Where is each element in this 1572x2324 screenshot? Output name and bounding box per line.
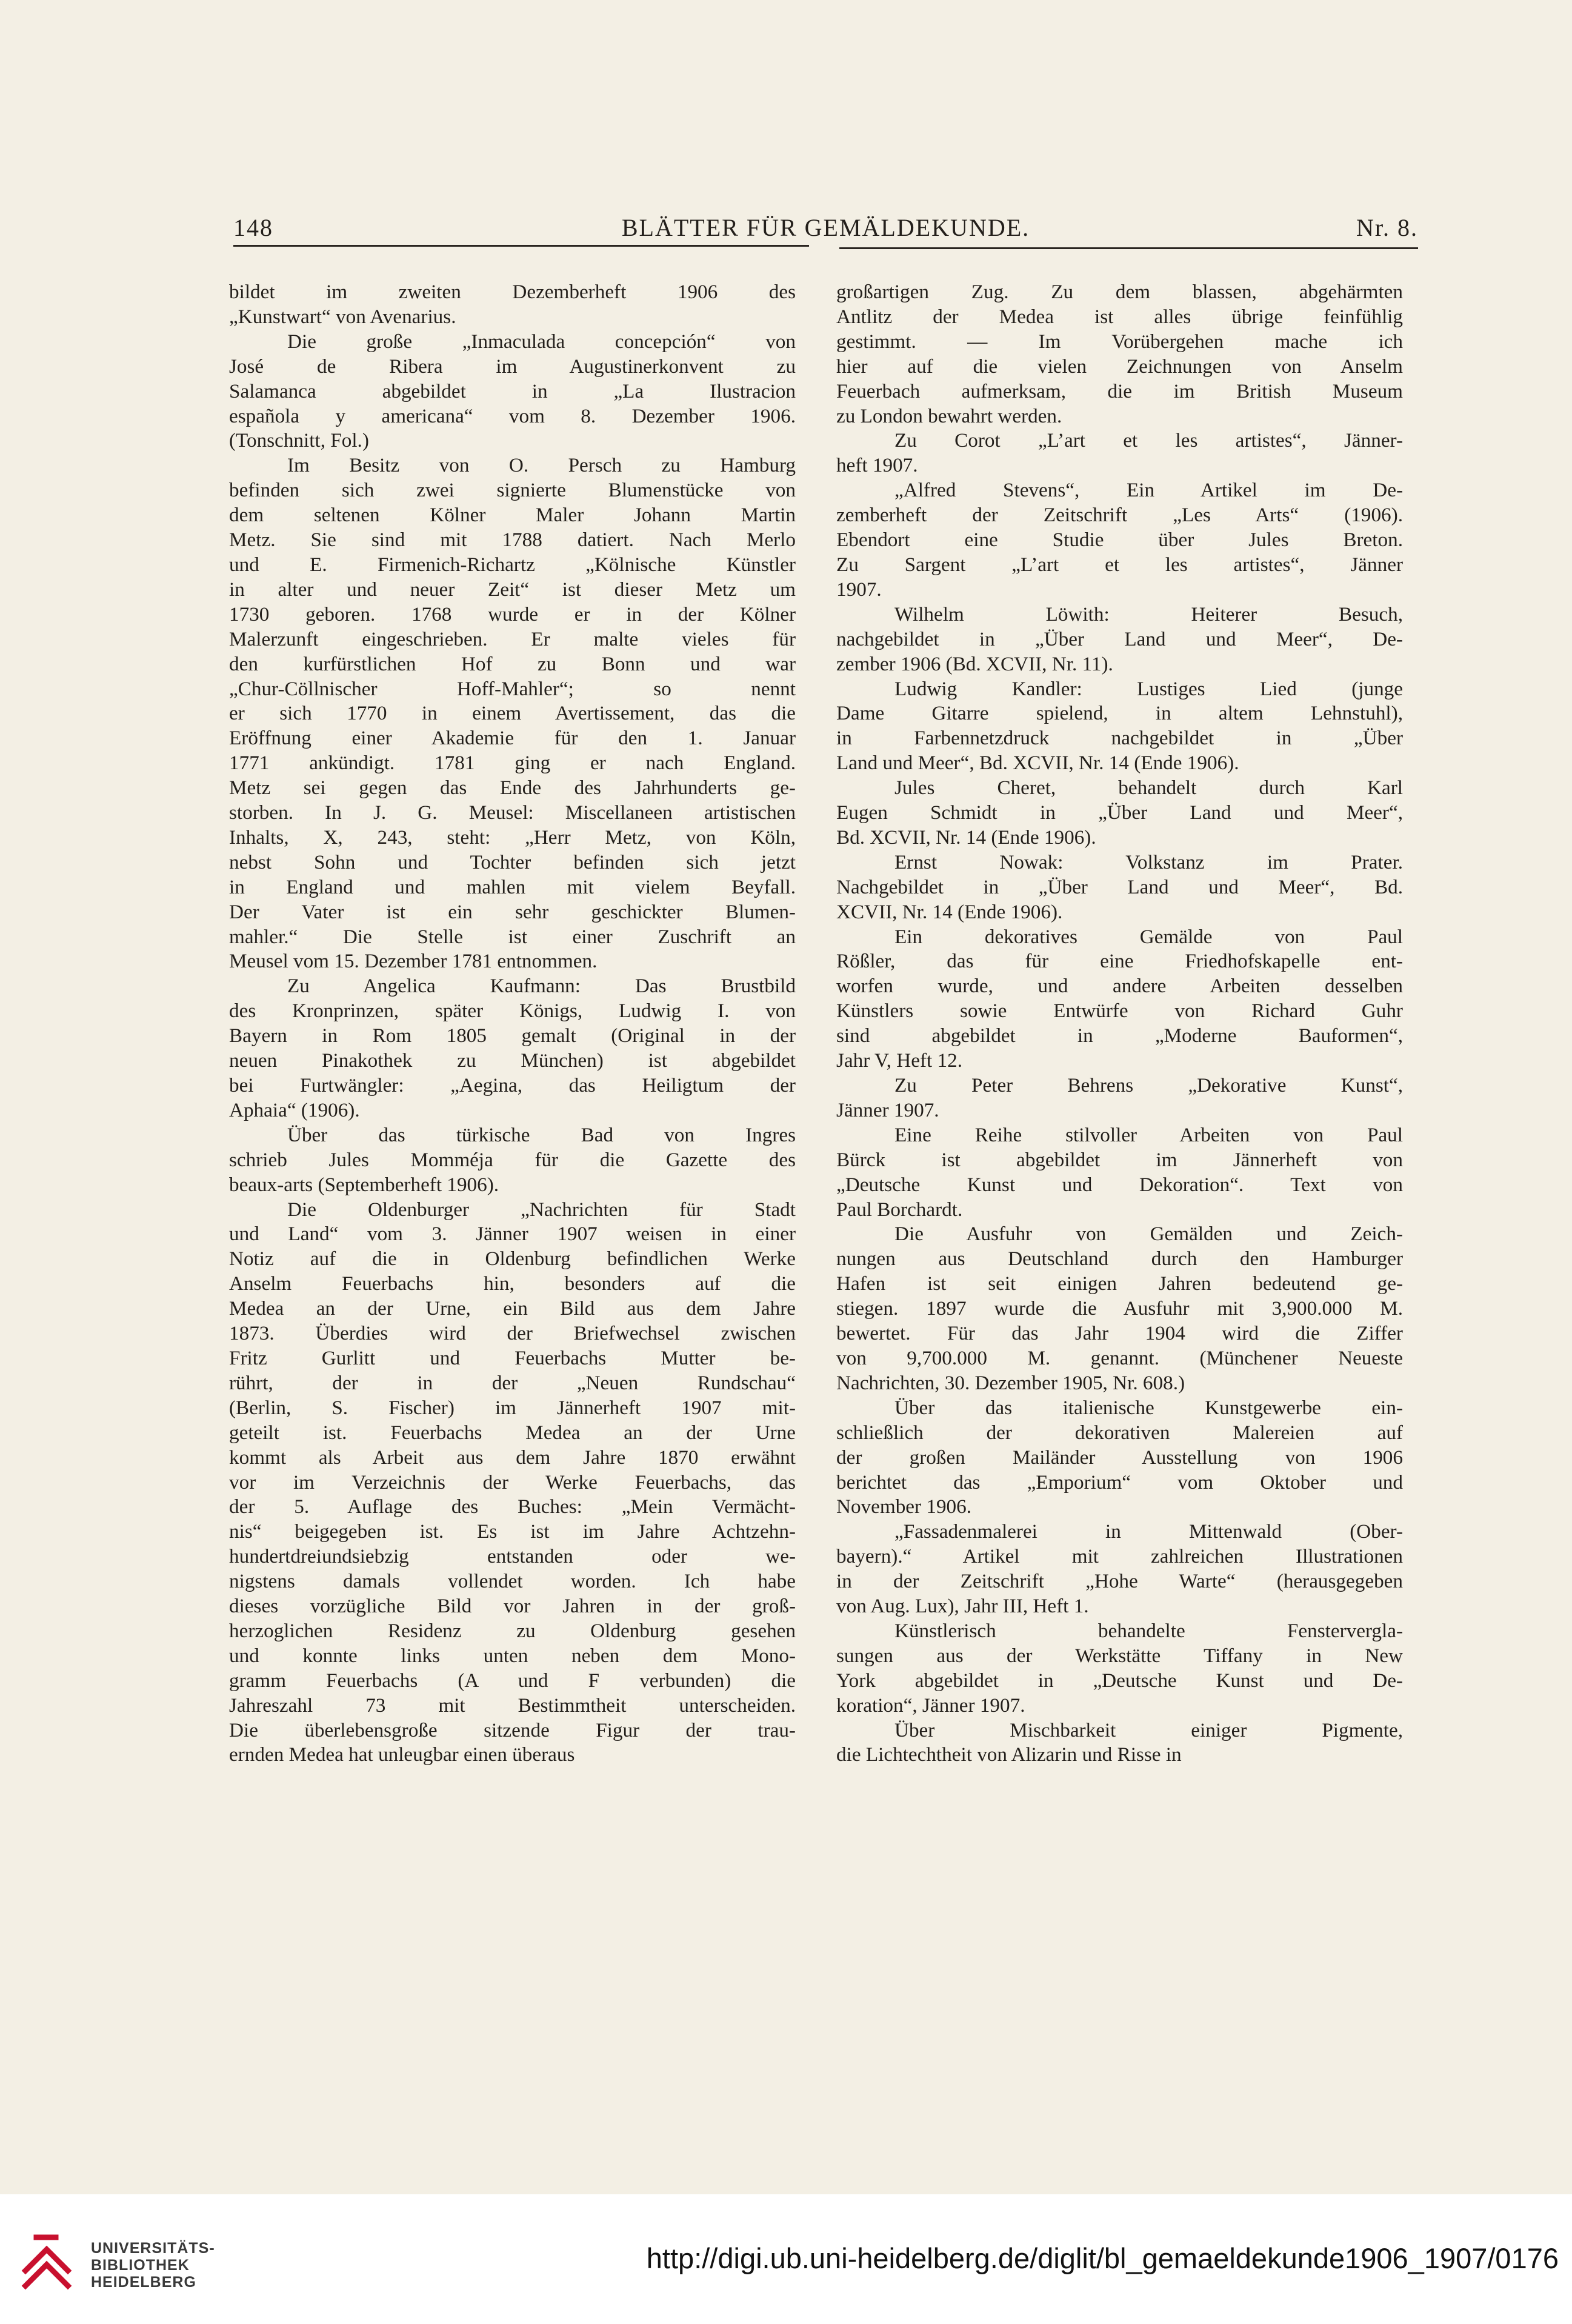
text-line: Ebendort eine Studie über Jules Breton. [836,529,1403,552]
text-line: vor im Verzeichnis der Werke Feuerbachs, das [229,1471,796,1494]
text-line: Ludwig Kandler: Lustiges Lied (junge [894,677,1403,700]
text-line: Salamanca abgebildet in „La Ilustracion [229,379,796,402]
header-rule-left [233,245,809,247]
text-line: dieses vorzügliche Bild vor Jahren in der groß- [229,1595,796,1618]
text-line: geteilt ist. Feuerbachs Medea an der Urne [229,1421,796,1444]
text-line: Die überlebensgroße sitzende Figur der trau- [229,1718,796,1741]
text-line: Eröffnung einer Akademie für den 1. Januar [229,727,796,750]
issue-number: Nr. 8. [1356,214,1418,241]
text-line: nungen aus Deutschland durch den Hamburger [836,1247,1403,1271]
journal-title: BLÄTTER FÜR GEMÄLDEKUNDE. [621,214,1030,241]
text-line: Aphaia“ (1906). [229,1098,360,1121]
text-line: des Kronprinzen, später Königs, Ludwig I. von [229,1000,796,1023]
text-line: Bd. XCVII, Nr. 14 (Ende 1906). [836,826,1096,849]
text-line: Fritz Gurlitt und Feuerbachs Mutter be- [229,1346,796,1369]
text-line: Künstlers sowie Entwürfe von Richard Guhr [836,1000,1403,1023]
text-line: nigstens damals vollendet worden. Ich habe [229,1570,796,1593]
text-line: bildet im zweiten Dezemberheft 1906 des [229,281,796,303]
text-line: beaux-arts (Septemberheft 1906). [229,1173,499,1196]
text-line: mahler.“ Die Stelle ist einer Zuschrift an [229,925,796,948]
text-line: Eugen Schmidt in „Über Land und Meer“, [836,801,1403,824]
text-line: 1771 ankündigt. 1781 ging er nach England. [229,752,796,775]
text-line: er sich 1770 in einem Avertissement, das die [229,702,796,725]
text-line: Malerzunft eingeschrieben. Er malte vieles für [229,627,796,650]
text-line: Die große „Inmaculada concepción“ von [287,330,796,353]
text-line: und Land“ vom 3. Jänner 1907 weisen in einer [229,1223,796,1246]
text-line: storben. In J. G. Meusel: Miscellaneen artistischen [229,801,796,824]
text-line: Jules Cheret, behandelt durch Karl [894,776,1403,800]
text-line: „Fassadenmalerei in Mittenwald (Ober- [894,1520,1403,1543]
text-line: „Kunstwart“ von Avenarius. [229,305,456,328]
text-line: zu London bewahrt werden. [836,404,1062,427]
text-line: Zu Angelica Kaufmann: Das Brustbild [287,975,796,998]
text-line: schrieb Jules Momméja für die Gazette des [229,1148,796,1171]
text-line: in England und mahlen mit vielem Beyfall. [229,875,796,898]
text-line: gestimmt. — Im Vorübergehen mache ich [836,330,1403,353]
text-line: Jänner 1907. [836,1098,939,1121]
text-line: Ein dekoratives Gemälde von Paul [894,925,1403,948]
text-line: Zu Corot „L’art et les artistes“, Jänner- [894,429,1403,452]
text-line: nachgebildet in „Über Land und Meer“, De- [836,627,1403,650]
text-line: befinden sich zwei signierte Blumenstücke von [229,479,796,502]
text-line: York abgebildet in „Deutsche Kunst und De- [836,1669,1403,1692]
text-line: in alter und neuer Zeit“ ist dieser Metz um [229,578,796,601]
text-line: Metz sei gegen das Ende des Jahrhunderts ge- [229,776,796,800]
text-line: berichtet das „Emporium“ vom Oktober und [836,1471,1403,1494]
text-line: Paul Borchardt. [836,1198,963,1221]
text-line: Inhalts, X, 243, steht: „Herr Metz, von Köln, [229,826,796,849]
right-text-column [836,280,1403,1768]
text-line: (Tonschnitt, Fol.) [229,429,369,452]
text-line: Antlitz der Medea ist alles übrige feinfühlig [836,305,1403,328]
university-library-logo-icon [13,2228,80,2295]
text-line: und E. Firmenich-Richartz „Kölnische Künstler [229,553,796,576]
institution-line: UNIVERSITÄTS- [91,2240,215,2257]
text-line: Zu Peter Behrens „Dekorative Kunst“, [894,1074,1403,1097]
text-line: Bayern in Rom 1805 gemalt (Original in der [229,1024,796,1047]
text-line: Medea an der Urne, ein Bild aus dem Jahre [229,1297,796,1320]
text-line: Über das italienische Kunstgewerbe ein- [894,1396,1403,1419]
text-line: Über Mischbarkeit einiger Pigmente, [894,1718,1403,1741]
text-line: rührt, der in der „Neuen Rundschau“ [229,1371,796,1394]
text-line: „Alfred Stevens“, Ein Artikel im De- [894,479,1403,502]
institution-line: HEIDELBERG [91,2274,196,2291]
text-line: der großen Mailänder Ausstellung von 1906 [836,1446,1403,1469]
text-line: (Berlin, S. Fischer) im Jännerheft 1907 mit- [229,1396,796,1419]
text-line: von 9,700.000 M. genannt. (Münchener Neueste [836,1346,1403,1369]
text-line: „Chur-Cöllnischer Hoff-Mahler“; so nennt [229,677,796,700]
text-line: worfen wurde, und andere Arbeiten desselben [836,975,1403,998]
text-line: bewertet. Für das Jahr 1904 wird die Ziffer [836,1322,1403,1345]
library-footer [0,2194,1572,2324]
text-line: nebst Sohn und Tochter befinden sich jetzt [229,850,796,873]
text-line: Notiz auf die in Oldenburg befindlichen Werke [229,1247,796,1271]
text-line: kommt als Arbeit aus dem Jahre 1870 erwähnt [229,1446,796,1469]
text-line: zember 1906 (Bd. XCVII, Nr. 11). [836,652,1113,675]
text-line: schließlich der dekorativen Malereien auf [836,1421,1403,1444]
text-line: Hafen ist seit einigen Jahren bedeutend ge- [836,1272,1403,1295]
text-line: Über das türkische Bad von Ingres [287,1123,796,1146]
text-line: José de Ribera im Augustinerkonvent zu [229,355,796,378]
text-line: Feuerbach aufmerksam, die im British Museum [836,379,1403,402]
text-line: neuen Pinakothek zu München) ist abgebildet [229,1049,796,1072]
text-line: in der Zeitschrift „Hohe Warte“ (herausgegeben [836,1570,1403,1593]
text-line: española y americana“ vom 8. Dezember 1906. [229,404,796,427]
text-line: heft 1907. [836,454,918,477]
text-line: und konnte links unten neben dem Mono- [229,1644,796,1667]
text-line: Bürck ist abgebildet im Jännerheft von [836,1148,1403,1171]
text-line: „Deutsche Kunst und Dekoration“. Text von [836,1173,1403,1196]
text-line: Land und Meer“, Bd. XCVII, Nr. 14 (Ende 1906). [836,752,1239,775]
text-line: Die Oldenburger „Nachrichten für Stadt [287,1198,796,1221]
text-line: von Aug. Lux), Jahr III, Heft 1. [836,1595,1089,1618]
text-line: Anselm Feuerbachs hin, besonders auf die [229,1272,796,1295]
text-line: 1873. Überdies wird der Briefwechsel zwischen [229,1322,796,1345]
text-line: Jahr V, Heft 12. [836,1049,963,1072]
text-line: Dame Gitarre spielend, in altem Lehnstuhl), [836,702,1403,725]
text-line: stiegen. 1897 wurde die Ausfuhr mit 3,900.000 M. [836,1297,1403,1320]
text-line: 1907. [836,578,882,601]
text-line: dem seltenen Kölner Maler Johann Martin [229,504,796,527]
text-line: Nachgebildet in „Über Land und Meer“, Bd. [836,875,1403,898]
text-line: Meusel vom 15. Dezember 1781 entnommen. [229,950,598,973]
institution-name [91,2240,215,2291]
text-line: gramm Feuerbachs (A und F verbunden) die [229,1669,796,1692]
text-line: Metz. Sie sind mit 1788 datiert. Nach Merlo [229,529,796,552]
text-line: nis“ beigegeben ist. Es ist im Jahre Achtzehn- [229,1520,796,1543]
text-line: Ernst Nowak: Volkstanz im Prater. [894,850,1403,873]
text-line: Wilhelm Löwith: Heiterer Besuch, [894,603,1403,626]
text-line: Künstlerisch behandelte Fenstervergla- [894,1619,1403,1642]
text-line: die Lichtechtheit von Alizarin und Risse in [836,1743,1182,1766]
text-line: sind abgebildet in „Moderne Bauformen“, [836,1024,1403,1047]
text-line: bayern).“ Artikel mit zahlreichen Illustrationen [836,1545,1403,1568]
text-line: zemberheft der Zeitschrift „Les Arts“ (1906). [836,504,1403,527]
text-line: hundertdreiundsiebzig entstanden oder we- [229,1545,796,1568]
running-header [233,207,1418,250]
text-line: sungen aus der Werkstätte Tiffany in New [836,1644,1403,1667]
text-line: Die Ausfuhr von Gemälden und Zeich- [894,1223,1403,1246]
left-text-column [229,280,796,1768]
text-line: koration“, Jänner 1907. [836,1694,1025,1717]
text-line: herzoglichen Residenz zu Oldenburg gesehen [229,1619,796,1642]
text-line: Zu Sargent „L’art et les artistes“, Jänner [836,553,1403,576]
text-line: in Farbennetzdruck nachgebildet in „Über [836,727,1403,750]
text-line: Nachrichten, 30. Dezember 1905, Nr. 608.) [836,1371,1185,1394]
text-line: 1730 geboren. 1768 wurde er in der Kölner [229,603,796,626]
institution-line: BIBLIOTHEK [91,2257,190,2274]
text-line: der 5. Auflage des Buches: „Mein Vermächt- [229,1495,796,1518]
text-line: Jahreszahl 73 mit Bestimmtheit unterscheiden. [229,1694,796,1717]
text-line: Eine Reihe stilvoller Arbeiten von Paul [894,1123,1403,1146]
text-line: November 1906. [836,1495,972,1518]
text-line: bei Furtwängler: „Aegina, das Heiligtum der [229,1074,796,1097]
text-line: Im Besitz von O. Persch zu Hamburg [287,454,796,477]
text-line: hier auf die vielen Zeichnungen von Anselm [836,355,1403,378]
text-line: Der Vater ist ein sehr geschickter Blumen- [229,900,796,923]
text-line: großartigen Zug. Zu dem blassen, abgehärmten [836,281,1403,303]
text-line: XCVII, Nr. 14 (Ende 1906). [836,900,1063,923]
page-number: 148 [233,214,273,241]
text-line: ernden Medea hat unleugbar einen überaus [229,1743,575,1766]
text-line: den kurfürstlichen Hof zu Bonn und war [229,652,796,675]
permalink-url[interactable]: http://digi.ub.uni-heidelberg.de/diglit/bl_gemaeldekunde1906_1907/0176 [646,2242,1559,2274]
header-rule-right [839,247,1418,249]
text-line: Rößler, das für eine Friedhofskapelle ent- [836,950,1403,973]
